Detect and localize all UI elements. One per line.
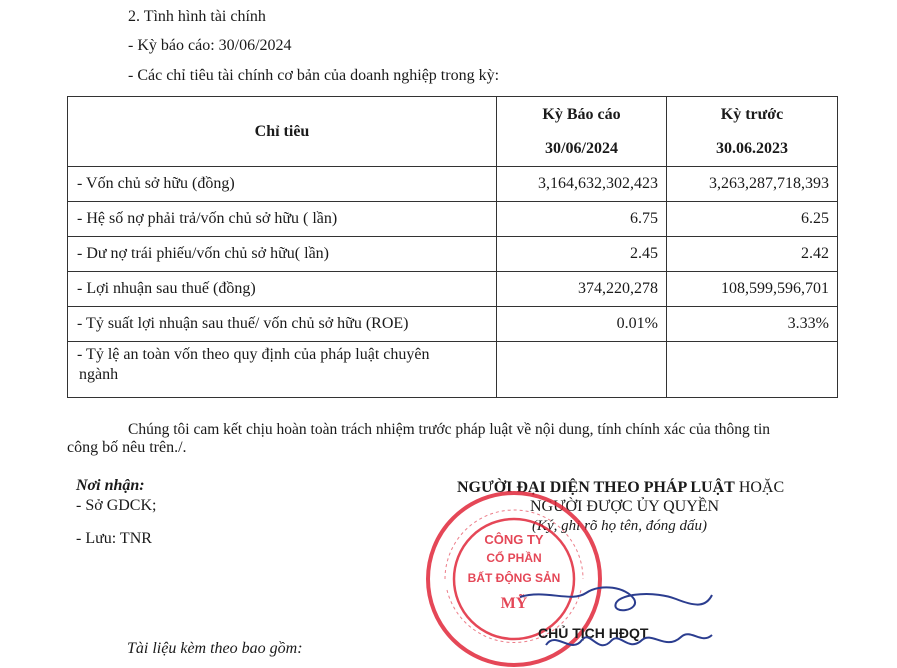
row-previous-value: 6.25: [667, 202, 838, 237]
signatory-title-normal: HOẶC: [734, 479, 785, 496]
header-indicator: Chỉ tiêu: [68, 97, 497, 167]
row-previous-value: 3,263,287,718,393: [667, 167, 838, 202]
recipients-title: Nơi nhận:: [76, 477, 145, 494]
row-label: - Vốn chủ sở hữu (đồng): [68, 167, 497, 202]
indicators-intro: - Các chỉ tiêu tài chính cơ bản của doanh nghiệp trong kỳ:: [128, 67, 500, 84]
attachments-title: Tài liệu kèm theo bao gồm:: [127, 640, 303, 657]
row-label: - Hệ số nợ phải trả/vốn chủ sở hữu ( lần): [68, 202, 497, 237]
signatory-title-bold: NGƯỜI ĐẠI DIỆN THEO PHÁP LUẬT: [457, 479, 735, 496]
header-current-date: 30/06/2024: [545, 139, 618, 157]
row-previous-value: [667, 342, 838, 398]
row-previous-value: 108,599,596,701: [667, 272, 838, 307]
row-label: - Lợi nhuận sau thuế (đồng): [68, 272, 497, 307]
header-previous-date: 30.06.2023: [716, 139, 788, 157]
table-row: [68, 342, 838, 398]
table-row: [68, 167, 838, 202]
row-label: - Dư nợ trái phiếu/vốn chủ sở hữu( lần): [68, 237, 497, 272]
table-row: [68, 272, 838, 307]
signatory-line-2: NGƯỜI ĐƯỢC ỦY QUYỀN: [530, 498, 720, 515]
row-current-value: 6.75: [497, 202, 667, 237]
signatory-note: (Ký, ghi rõ họ tên, đóng dấu): [532, 518, 707, 534]
table-row: [68, 202, 838, 237]
row-label: [68, 342, 497, 398]
seal-company-line2: CỔ PHẦN: [486, 551, 542, 565]
table-row: [68, 307, 838, 342]
row-current-value: [497, 342, 667, 398]
row-previous-value: 2.42: [667, 237, 838, 272]
header-previous-label: Kỳ trước: [720, 105, 784, 123]
seal-company-line1: CÔNG TY: [484, 532, 544, 547]
row-current-value: 374,220,278: [497, 272, 667, 307]
header-current-label: Kỳ Báo cáo: [542, 105, 621, 123]
row-label-line1: - Tỷ lệ an toàn vốn theo quy định của pháp luật chuyên: [77, 346, 430, 363]
section-heading: 2. Tình hình tài chính: [128, 8, 266, 25]
financial-indicators-table: [67, 96, 838, 398]
seal-company-line4: MỸ: [500, 595, 528, 612]
report-period: - Kỳ báo cáo: 30/06/2024: [128, 37, 292, 54]
row-current-value: 3,164,632,302,423: [497, 167, 667, 202]
table-row: [68, 237, 838, 272]
signatory-position: CHỦ TỊCH HĐQT: [538, 625, 649, 641]
commitment-line-2: công bố nêu trên./.: [67, 439, 187, 456]
handwritten-signature: [516, 585, 716, 665]
row-previous-value: 3.33%: [667, 307, 838, 342]
header-current: [497, 97, 667, 167]
row-current-value: 0.01%: [497, 307, 667, 342]
recipient-item: - Sở GDCK;: [76, 497, 157, 514]
header-previous: [667, 97, 838, 167]
commitment-line-1: Chúng tôi cam kết chịu hoàn toàn trách nhiệm trước pháp luật về nội dung, tính chính xác của thông tin: [128, 421, 771, 438]
seal-company-line3: BẤT ĐỘNG SẢN: [467, 571, 561, 585]
row-label: - Tỷ suất lợi nhuận sau thuế/ vốn chủ sở hữu (ROE): [68, 307, 497, 342]
recipient-item: - Lưu: TNR: [76, 530, 152, 547]
row-label-line2: ngành: [79, 366, 119, 383]
row-current-value: 2.45: [497, 237, 667, 272]
table-header-row: [68, 97, 838, 167]
